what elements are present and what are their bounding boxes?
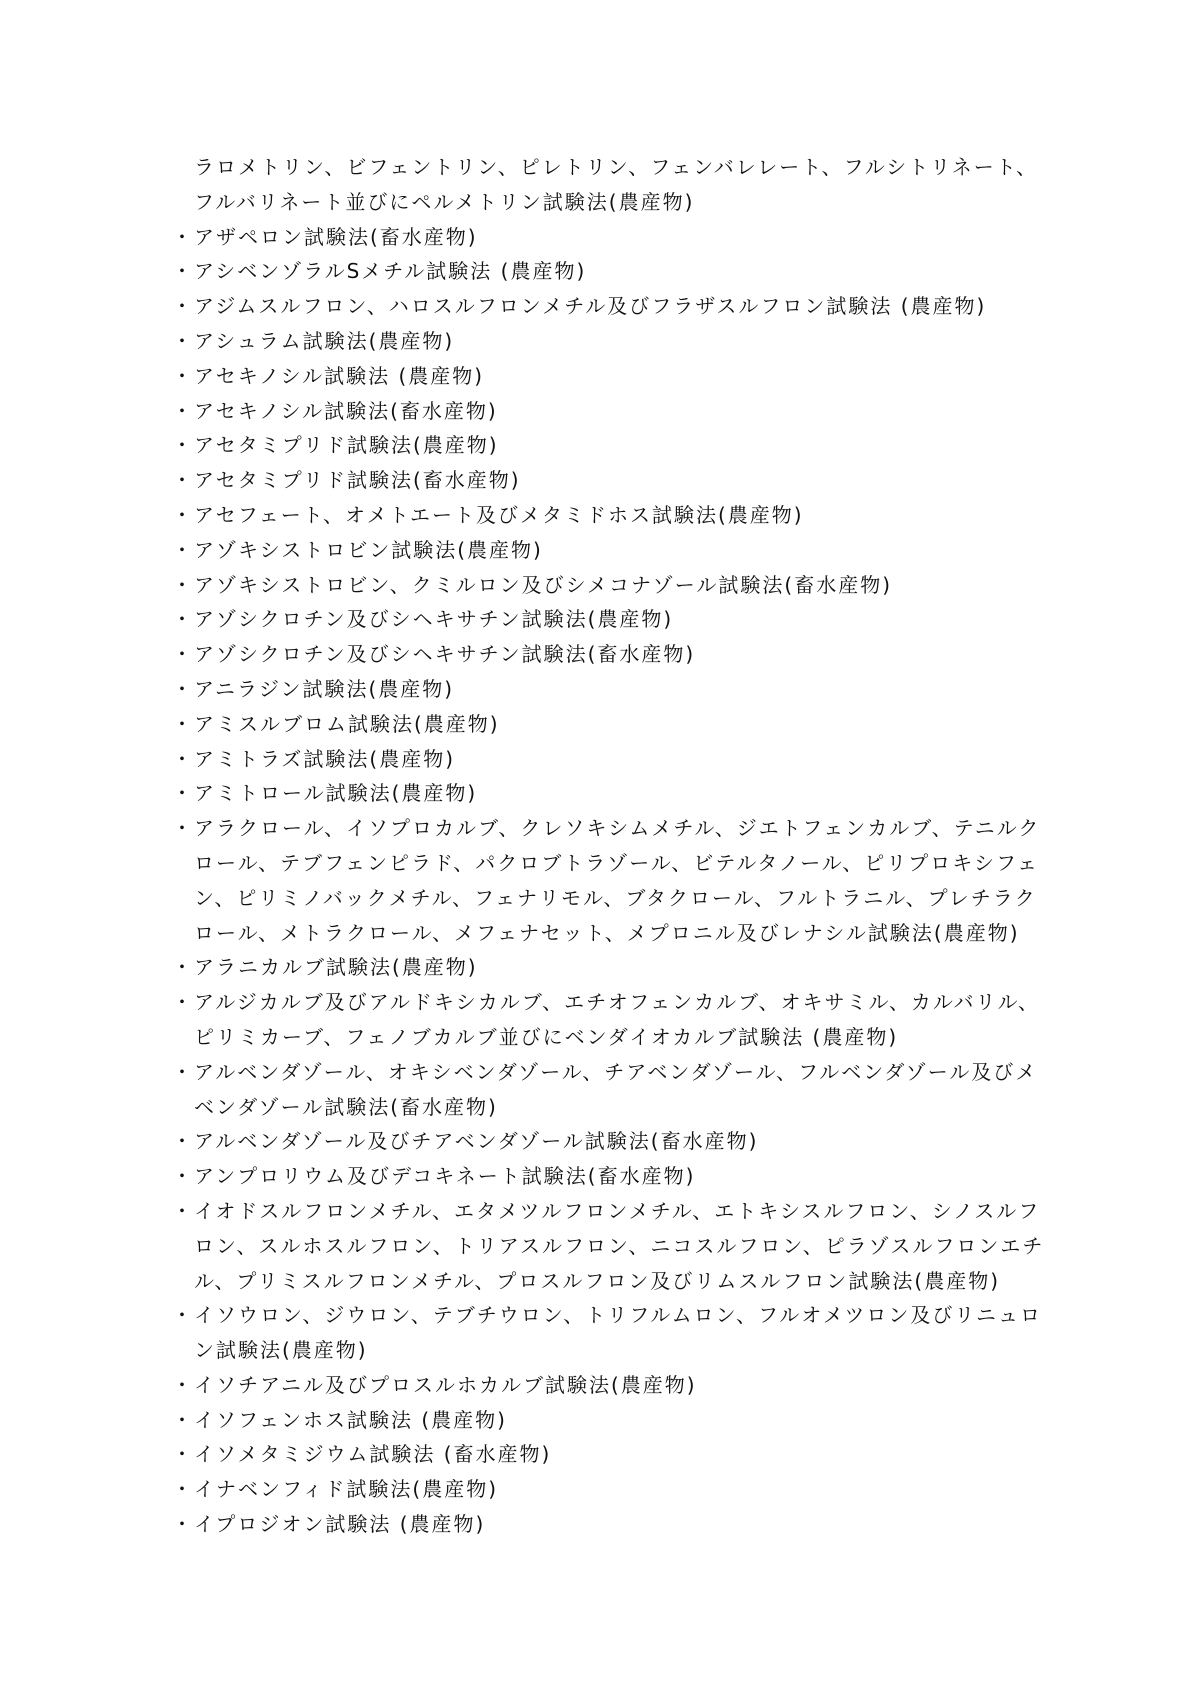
list-item-text: アミトロール試験法(農産物) [194,781,478,806]
list-item-text: アセキノシル試験法 (農産物) [194,363,485,388]
list-item-text: アセタミプリド試験法(農産物) [194,433,499,458]
list-item [170,1403,1054,1438]
list-item-text: アンプロリウム及びデコキネート試験法(畜水産物) [194,1164,696,1189]
list-item [170,428,1054,463]
list-item [170,1298,1054,1368]
bullet-icon: ・ [172,955,194,980]
bullet-icon: ・ [172,1129,194,1154]
list-item [170,1194,1054,1298]
list-item [170,742,1054,777]
list-item-text: アミスルブロム試験法(農産物) [194,711,500,736]
list-item [170,463,1054,498]
list-item [170,568,1054,603]
list-item [170,602,1054,637]
bullet-icon: ・ [172,1198,194,1223]
list-item-text: イオドスルフロンメチル、エタメツルフロンメチル、エトキシスルフロン、シノスルフロン、スルホスルフロン、トリアスルフロン、ニコスルフロン、ピラゾスルフロンエチル、プリミスルフロンメチル、プロスルフロン及びリムスルフロン試験法(農産物) [194,1198,1045,1293]
bullet-icon: ・ [172,328,194,353]
bullet-icon: ・ [172,502,194,527]
continued-list-text: ラロメトリン、ビフェントリン、ピレトリン、フェンバレレート、フルシトリネート、フルバリネート並びにペルメトリン試験法(農産物) [194,155,1038,214]
list-item-text: アラニカルブ試験法(農産物) [194,955,478,980]
list-item [170,811,1054,950]
bullet-icon: ・ [172,746,194,771]
bullet-icon: ・ [172,433,194,458]
list-item [170,707,1054,742]
list-item [170,254,1054,289]
list-item-text: イソチアニル及びプロスルホカルブ試験法(農産物) [194,1372,697,1397]
list-item-text: アゾキシストロビン試験法(農産物) [194,537,543,562]
list-item [170,1159,1054,1194]
list-item [170,289,1054,324]
bullet-icon: ・ [172,363,194,388]
bullet-icon: ・ [172,1442,194,1467]
list-item [170,359,1054,394]
bullet-icon: ・ [172,398,194,423]
list-item-text: アラクロール、イソプロカルブ、クレソキシムメチル、ジエトフェンカルブ、テニルクロール、テブフェンピラド、パクロブトラゾール、ビテルタノール、ピリプロキシフェン、ピリミノバックメチル、フェナリモル、ブタクロール、フルトラニル、プレチラクロール、メトラクロール、メフェナセット、メプロニル及びレナシル試験法(農産物) [194,816,1041,945]
list-item [170,1055,1054,1125]
bullet-icon: ・ [172,1372,194,1397]
list-item [170,498,1054,533]
test-method-list [170,220,1054,1542]
list-item-text: アセキノシル試験法(畜水産物) [194,398,498,423]
list-item-text: アミトラズ試験法(農産物) [194,746,456,771]
bullet-icon: ・ [172,676,194,701]
bullet-icon: ・ [172,990,194,1015]
list-item [170,1472,1054,1507]
bullet-icon: ・ [172,1303,194,1328]
list-item [170,394,1054,429]
bullet-icon: ・ [172,1059,194,1084]
bullet-icon: ・ [172,607,194,632]
list-item [170,950,1054,985]
bullet-icon: ・ [172,1164,194,1189]
list-item [170,533,1054,568]
list-item [170,1507,1054,1542]
bullet-icon: ・ [172,781,194,806]
bullet-icon: ・ [172,1512,194,1537]
list-item-text: アセタミプリド試験法(畜水産物) [194,468,521,493]
bullet-icon: ・ [172,711,194,736]
list-item-text: イプロジオン試験法 (農産物) [194,1512,486,1537]
list-item-text: アゾシクロチン及びシヘキサチン試験法(畜水産物) [194,642,696,667]
list-item-text: アルベンダゾール、オキシベンダゾール、チアベンダゾール、フルベンダゾール及びメベンダゾール試験法(畜水産物) [194,1059,1038,1119]
list-item-text: アシベンゾラルSメチル試験法 (農産物) [194,259,587,284]
bullet-icon: ・ [172,642,194,667]
list-item-text: アザペロン試験法(畜水産物) [194,224,478,249]
bullet-icon: ・ [172,1477,194,1502]
list-item [170,220,1054,255]
list-item [170,637,1054,672]
list-item-text: アジムスルフロン、ハロスルフロンメチル及びフラザスルフロン試験法 (農産物) [194,294,987,319]
list-item-text: イナベンフィド試験法(農産物) [194,1477,499,1502]
bullet-icon: ・ [172,468,194,493]
list-item-text: アルジカルブ及びアルドキシカルブ、エチオフェンカルブ、オキサミル、カルバリル、ピリミカーブ、フェノブカルブ並びにベンダイオカルブ試験法 (農産物) [194,990,1040,1049]
list-item [170,1437,1054,1472]
bullet-icon: ・ [172,224,194,249]
bullet-icon: ・ [172,537,194,562]
list-item-text: イソウロン、ジウロン、テブチウロン、トリフルムロン、フルオメツロン及びリニュロン試験法(農産物) [194,1303,1042,1363]
list-item-text: イソフェンホス試験法 (農産物) [194,1407,507,1432]
list-item [170,985,1054,1055]
list-item-text: アニラジン試験法(農産物) [194,676,455,701]
bullet-icon: ・ [172,572,194,597]
bullet-icon: ・ [172,816,194,841]
bullet-icon: ・ [172,1407,194,1432]
list-item-text: アゾシクロチン及びシヘキサチン試験法(農産物) [194,607,674,632]
bullet-icon: ・ [172,259,194,284]
list-item [170,1124,1054,1159]
list-item-text: アセフェート、オメトエート及びメタミドホス試験法(農産物) [194,502,804,527]
list-item [170,776,1054,811]
list-item [170,324,1054,359]
list-item [170,1368,1054,1403]
list-item [170,672,1054,707]
list-item-text: イソメタミジウム試験法 (畜水産物) [194,1442,552,1467]
list-item-text: アゾキシストロビン、クミルロン及びシメコナゾール試験法(畜水産物) [194,572,893,597]
bullet-icon: ・ [172,294,194,319]
list-item-text: アルベンダゾール及びチアベンダゾール試験法(畜水産物) [194,1129,759,1154]
list-item-text: アシュラム試験法(農産物) [194,328,455,353]
